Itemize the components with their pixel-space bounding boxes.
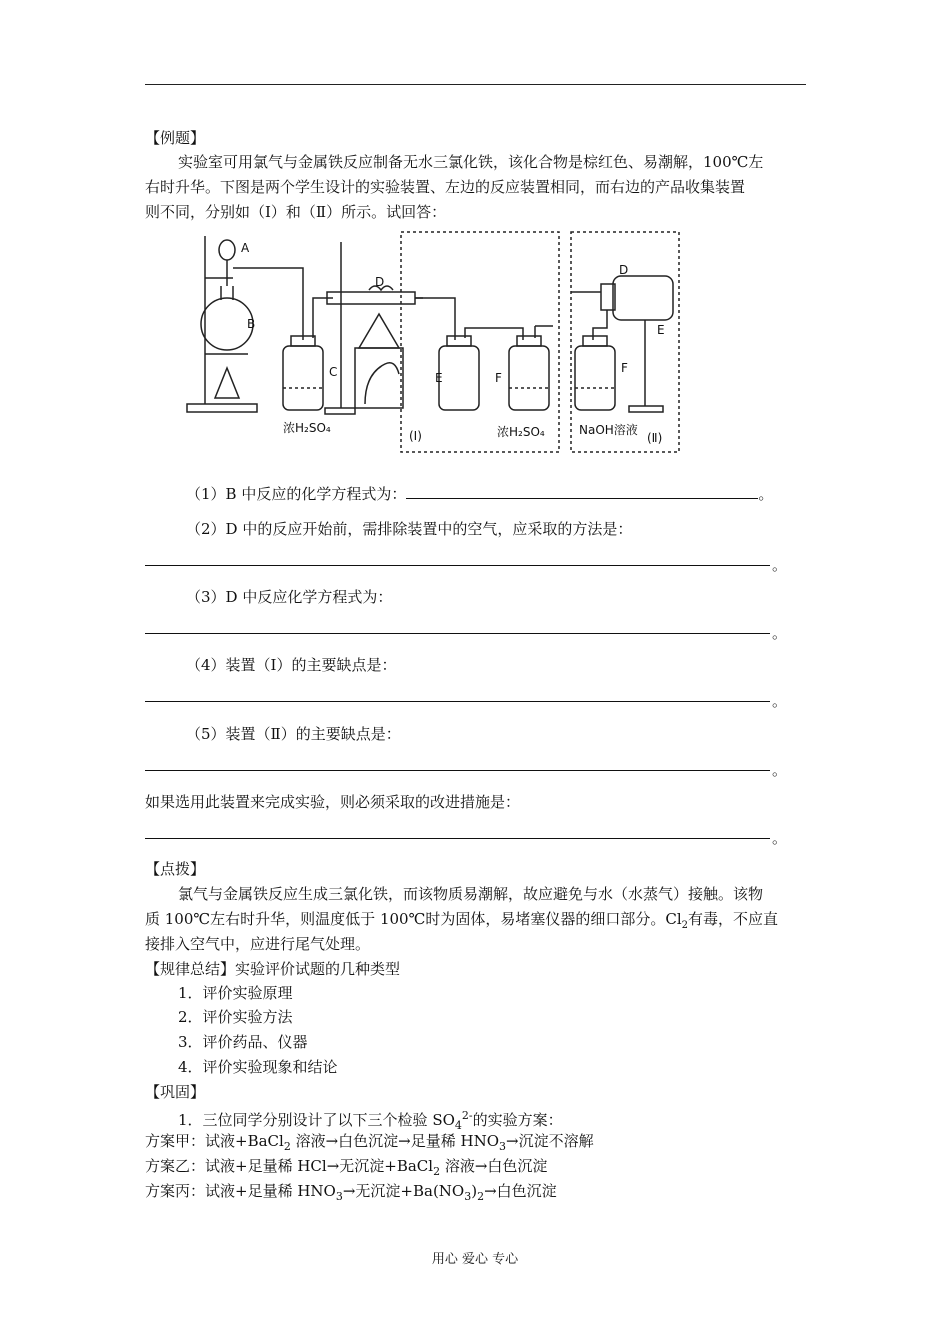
summary-item-4: 4．评价实验现象和结论 xyxy=(178,1058,338,1076)
cq1-sub: 4 xyxy=(454,1119,462,1132)
summary-heading: 【规律总结】实验评价试题的几种类型 xyxy=(145,960,401,978)
question-2: （2）D 中的反应开始前，需排除装置中的空气，应采取的方法是： xyxy=(186,520,633,538)
question-1 xyxy=(186,482,773,506)
label-d2: D xyxy=(619,263,629,277)
hint-heading: 【点拨】 xyxy=(145,860,206,878)
hint-line3: 接排入空气中，应进行尾气处理。 xyxy=(145,935,371,953)
reaction-tube-d xyxy=(327,292,415,304)
answer-row-3 xyxy=(145,620,806,644)
plan-a-part1: 方案甲：试液+BaCl xyxy=(145,1132,284,1150)
plan-a-part2: 溶液→白色沉淀→足量稀 HNO xyxy=(290,1132,499,1150)
end-mark-5: 。 xyxy=(772,761,788,779)
burner-left xyxy=(215,368,239,398)
plan-a-sub2: 3 xyxy=(499,1140,506,1153)
hint-line2-text: 质 100℃左右时升华，则温度低于 100℃时为固体，易堵塞仪器的细口部分。 xyxy=(145,910,666,928)
plan-c-sub2: 3 xyxy=(464,1190,472,1203)
answer-blank-6[interactable] xyxy=(145,838,770,839)
answer-blank-5[interactable] xyxy=(145,770,770,771)
summary-item-3: 3．评价药品、仪器 xyxy=(178,1033,308,1051)
answer-blank-2[interactable] xyxy=(145,565,770,566)
label-b: B xyxy=(247,317,256,331)
answer-row-6 xyxy=(145,825,806,849)
question-6: 如果选用此装置来完成实验，则必须采取的改进措施是： xyxy=(145,793,521,811)
burner-c xyxy=(355,348,403,408)
end-mark-4: 。 xyxy=(772,692,788,710)
label-d1: D xyxy=(375,275,385,289)
consolidate-heading: 【巩固】 xyxy=(145,1083,206,1101)
header-rule xyxy=(145,84,806,85)
plan-a-part3: →沉淀不溶解 xyxy=(506,1132,594,1150)
summary-item-2: 2．评价实验方法 xyxy=(178,1008,293,1026)
answer-row-4 xyxy=(145,688,806,712)
label-h2so4-1: 浓H₂SO₄ xyxy=(283,421,331,435)
answer-row-5 xyxy=(145,757,806,781)
plan-a-sub1: 2 xyxy=(283,1140,291,1153)
question-5: （5）装置（Ⅱ）的主要缺点是： xyxy=(186,725,401,743)
answer-blank-1[interactable] xyxy=(406,484,758,499)
apparatus-set-1 xyxy=(401,232,559,452)
example-para-line3: 则不同，分别如（Ⅰ）和（Ⅱ）所示。试回答： xyxy=(145,203,447,221)
label-e2: E xyxy=(657,323,665,337)
answer-blank-3[interactable] xyxy=(145,633,770,634)
plan-c-part3: ) xyxy=(471,1182,478,1200)
hint-line2-tail: 有毒，不应直 xyxy=(688,910,779,928)
label-set-2: (Ⅱ) xyxy=(647,431,663,445)
question-3: （3）D 中反应化学方程式为： xyxy=(186,588,393,606)
label-set-1: (Ⅰ) xyxy=(409,429,422,443)
label-naoh: NaOH溶液 xyxy=(579,423,638,437)
flask-b xyxy=(201,298,256,350)
plan-c-sub3: 2 xyxy=(477,1190,485,1203)
answer-blank-4[interactable] xyxy=(145,701,770,702)
cq1-post: 的实验方案： xyxy=(472,1111,563,1129)
end-mark-3: 。 xyxy=(772,624,788,642)
summary-item-1: 1．评价实验原理 xyxy=(178,984,293,1002)
separatory-funnel-a xyxy=(219,240,235,260)
plan-b-sub: 2 xyxy=(433,1165,441,1178)
label-f2: F xyxy=(621,361,628,375)
label-e1: E xyxy=(435,371,443,385)
plan-c-part2: →无沉淀+Ba(NO xyxy=(342,1182,465,1200)
plan-c-sub1: 3 xyxy=(335,1190,343,1203)
cq1-sup: 2- xyxy=(461,1109,473,1122)
label-h2so4-2: 浓H₂SO₄ xyxy=(497,425,545,439)
question-4: （4）装置（Ⅰ）的主要缺点是： xyxy=(186,656,397,674)
plan-b-part2: 溶液→白色沉淀 xyxy=(440,1157,548,1175)
page-footer: 用心 爱心 专心 xyxy=(431,1252,519,1267)
hint-cl-sub: 2 xyxy=(681,920,689,931)
end-mark-1: 。 xyxy=(758,485,774,503)
naoh-bottle-f xyxy=(575,346,615,410)
end-mark-6: 。 xyxy=(772,829,788,847)
apparatus-figure xyxy=(183,228,685,454)
drying-bottle-f xyxy=(509,346,549,410)
label-a: A xyxy=(241,241,250,255)
label-f1: F xyxy=(495,371,502,385)
label-c: C xyxy=(329,365,338,379)
collector-e xyxy=(613,276,673,320)
answer-row-2 xyxy=(145,552,806,576)
plan-c-part1: 方案丙：试液+足量稀 HNO xyxy=(145,1182,336,1200)
cq1-pre: 1．三位同学分别设计了以下三个检验 SO xyxy=(178,1111,455,1129)
collector-bottle-e xyxy=(439,346,479,410)
example-heading: 【例题】 xyxy=(145,129,206,147)
example-para-line1: 实验室可用氯气与金属铁反应制备无水三氯化铁，该化合物是棕红色、易潮解，100℃左 xyxy=(178,153,764,171)
hint-cl: Cl xyxy=(665,910,682,928)
wash-bottle-1 xyxy=(283,346,323,410)
question-1-text: （1）B 中反应的化学方程式为： xyxy=(186,485,407,503)
stand-base xyxy=(187,404,257,412)
plan-c xyxy=(145,1179,557,1209)
example-para-line2: 右时升华。下图是两个学生设计的实验装置、左边的反应装置相同，而右边的产品收集装置 xyxy=(145,178,746,196)
plan-b-part1: 方案乙：试液+足量稀 HCl→无沉淀+BaCl xyxy=(145,1157,434,1175)
plan-c-part4: →白色沉淀 xyxy=(484,1182,557,1200)
end-mark-2: 。 xyxy=(772,556,788,574)
hint-line1: 氯气与金属铁反应生成三氯化铁，而该物质易潮解，故应避免与水（水蒸气）接触。该物 xyxy=(178,885,764,903)
